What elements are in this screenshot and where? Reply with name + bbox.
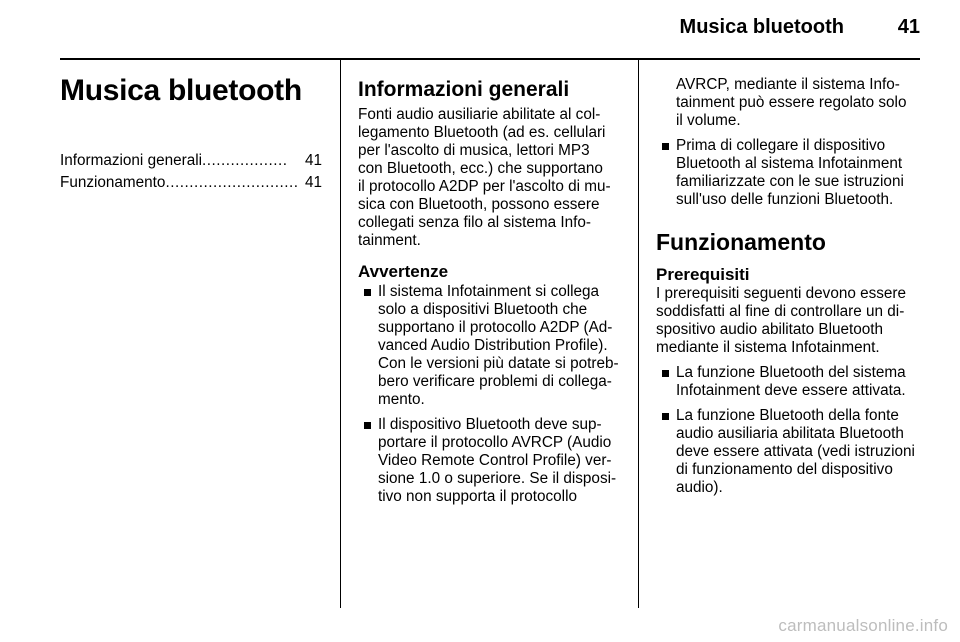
note-heading: Avvertenze	[358, 262, 449, 281]
text-line: mento.	[378, 391, 425, 408]
text-line: collegati senza filo al sistema Info-	[358, 214, 591, 231]
text-line: audio).	[676, 479, 723, 496]
toc-entry-funzionamento[interactable]	[60, 172, 322, 194]
table-of-contents	[60, 150, 322, 194]
text-line: con Bluetooth, ecc.) che supportano	[358, 160, 603, 177]
text-line: Fonti audio ausiliarie abilitate al col-	[358, 106, 601, 123]
text-line: mediante il sistema Infotainment.	[656, 339, 880, 356]
text-line: il volume.	[676, 112, 741, 129]
text-line: Infotainment deve essere attivata.	[676, 382, 906, 399]
section-heading-informazioni-generali: Informazioni generali	[358, 78, 570, 101]
text-line: I prerequisiti seguenti devono essere	[656, 285, 907, 302]
toc-page: 41	[304, 152, 322, 169]
text-line: Il sistema Infotainment si collega	[378, 283, 600, 300]
text-line: supportano il protocollo A2DP (Ad-	[378, 319, 613, 336]
bullet-square-icon	[662, 413, 669, 420]
text-line: La funzione Bluetooth della fonte	[676, 407, 899, 424]
bullet-square-icon	[662, 143, 669, 150]
column-3	[656, 76, 952, 497]
chapter-title: Musica bluetooth	[60, 74, 302, 107]
bullet-square-icon	[364, 289, 371, 296]
toc-label: Funzionamento	[60, 174, 166, 191]
text-line: Il dispositivo Bluetooth deve sup-	[378, 416, 602, 433]
bullet-item	[660, 407, 952, 497]
text-line: audio ausiliaria abilitata Bluetooth	[676, 425, 904, 442]
column-divider-2	[638, 60, 639, 608]
intro-paragraph	[358, 106, 636, 250]
continued-bullet-text	[656, 76, 952, 130]
text-line: sull'uso delle funzioni Bluetooth.	[676, 191, 894, 208]
text-line: solo a dispositivi Bluetooth che	[378, 301, 588, 318]
text-line: sica con Bluetooth, possono essere	[358, 196, 600, 213]
bullet-item	[362, 416, 636, 506]
text-line: La funzione Bluetooth del sistema	[676, 364, 906, 381]
bullet-square-icon	[364, 422, 371, 429]
text-line: legamento Bluetooth (ad es. cellulari	[358, 124, 606, 141]
text-line: di funzionamento del dispositivo	[676, 461, 893, 478]
running-header-title: Musica bluetooth	[679, 16, 844, 38]
text-line: bero verificare problemi di collega-	[378, 373, 612, 390]
bullet-square-icon	[662, 370, 669, 377]
text-line: Con le versioni più datate si potreb-	[378, 355, 619, 372]
text-line: tainment.	[358, 232, 421, 249]
text-line: portare il protocollo AVRCP (Audio	[378, 434, 612, 451]
text-line: sione 1.0 o superiore. Se il disposi-	[378, 470, 617, 487]
text-line: tivo non supporta il protocollo	[378, 488, 577, 505]
text-line: tainment può essere regolato solo	[676, 94, 907, 111]
bullet-item	[660, 364, 952, 400]
column-2	[358, 78, 636, 506]
toc-entry-informazioni-generali[interactable]	[60, 150, 322, 172]
text-line: Prima di collegare il dispositivo	[676, 137, 886, 154]
bullet-item	[660, 137, 952, 209]
text-line: Video Remote Control Profile) ver-	[378, 452, 612, 469]
text-line: spositivo audio abilitato Bluetooth	[656, 321, 884, 338]
toc-label: Informazioni generali	[60, 152, 202, 169]
text-line: familiarizzate con le sue istruzioni	[676, 173, 904, 190]
watermark: carmanualsonline.info	[778, 616, 948, 635]
text-line: vanced Audio Distribution Profile).	[378, 337, 608, 354]
subheading-prerequisiti: Prerequisiti	[656, 265, 750, 284]
prerequisites-paragraph	[656, 285, 952, 357]
text-line: per l'ascolto di musica, lettori MP3	[358, 142, 590, 159]
toc-page: 41	[304, 174, 322, 191]
text-line: deve essere attivata (vedi istruzioni	[676, 443, 915, 460]
page-number: 41	[897, 16, 920, 38]
section-heading-funzionamento: Funzionamento	[656, 229, 826, 255]
text-line: AVRCP, mediante il sistema Info-	[676, 76, 900, 93]
toc-leader: ............................	[165, 174, 299, 191]
header-rule	[60, 58, 920, 60]
bullet-item	[362, 283, 636, 409]
toc-leader: ..................	[202, 152, 288, 169]
text-line: soddisfatti al fine di controllare un di-	[656, 303, 905, 320]
text-line: il protocollo A2DP per l'ascolto di mu-	[358, 178, 611, 195]
text-line: Bluetooth al sistema Infotainment	[676, 155, 903, 172]
column-divider-1	[340, 60, 341, 608]
